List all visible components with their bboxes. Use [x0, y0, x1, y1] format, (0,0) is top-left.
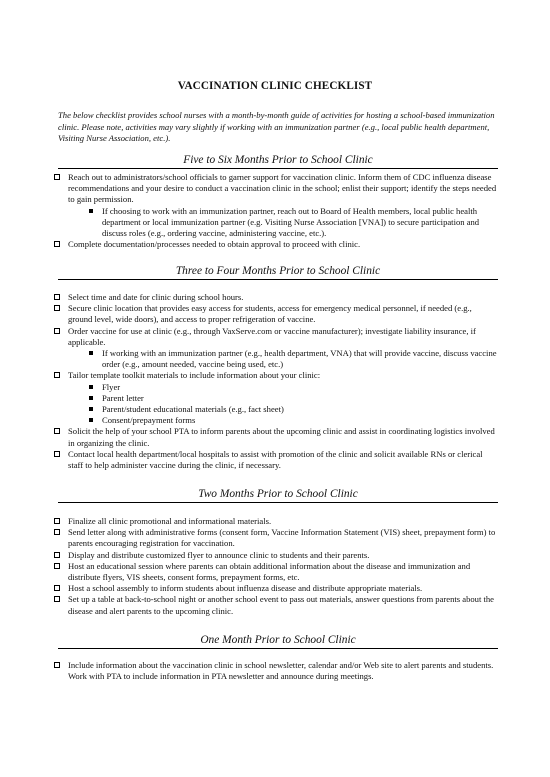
checkbox-icon[interactable] — [54, 529, 60, 535]
checkbox-icon[interactable] — [54, 372, 60, 378]
checklist-item — [52, 527, 498, 549]
checklist-item-text: Solicit the help of your school PTA to inform parents about the upcoming clinic and assist in coordinating logistics involved in organizing the clinic. — [68, 426, 495, 448]
checklist-item — [52, 292, 498, 303]
checkbox-icon[interactable] — [54, 294, 60, 300]
checkbox-icon[interactable] — [54, 428, 60, 434]
square-bullet-icon — [89, 385, 93, 389]
checklist — [52, 292, 498, 471]
sub-list — [68, 382, 498, 427]
checklist-item-text: Order vaccine for use at clinic (e.g., through VaxServe.com or vaccine manufacturer); investigate liability insurance, if applicable. — [68, 325, 476, 347]
checklist-item — [52, 516, 498, 527]
sub-list-item-text: Parent/student educational materials (e.g., fact sheet) — [102, 404, 284, 415]
sub-list — [68, 348, 498, 370]
checkbox-icon[interactable] — [54, 305, 60, 311]
checklist-item — [52, 172, 498, 239]
checkbox-icon[interactable] — [54, 596, 60, 602]
checkbox-icon[interactable] — [54, 662, 60, 668]
section-heading: One Month Prior to School Clinic — [58, 634, 498, 649]
checklist-item-text: Host a school assembly to inform students about influenza disease and distribute appropriate materials. — [68, 583, 423, 594]
checklist-item-text: Finalize all clinic promotional and informational materials. — [68, 516, 272, 526]
checklist-item-text: Complete documentation/processes needed to obtain approval to proceed with clinic. — [68, 239, 361, 250]
checkbox-icon[interactable] — [54, 328, 60, 334]
section-heading: Three to Four Months Prior to School Clinic — [58, 265, 498, 280]
checklist-item — [52, 303, 498, 325]
square-bullet-icon — [89, 396, 93, 400]
checklist-item-text: Tailor template toolkit materials to include information about your clinic: — [68, 370, 321, 381]
checklist-item — [52, 561, 498, 583]
checkbox-icon[interactable] — [54, 451, 60, 457]
checklist-item — [52, 594, 498, 616]
sub-list-item-text: Flyer — [102, 381, 121, 392]
checklist-item-text: Send letter along with administrative forms (consent form, Vaccine Information Statement (VIS) sheet, prepayment form) to parents encouraging registration for vaccination. — [68, 527, 496, 549]
checklist — [52, 172, 498, 250]
checklist-item — [52, 326, 498, 371]
checkbox-icon[interactable] — [54, 563, 60, 569]
checklist — [52, 516, 498, 617]
checklist-item-text: Set up a table at back-to-school night or another school event to pass out materials, answer questions from parents about the disease and alert parents to the upcoming clinic. — [68, 594, 494, 616]
square-bullet-icon — [89, 407, 93, 411]
sub-list — [68, 206, 498, 240]
sub-list-item — [68, 415, 498, 426]
checkbox-icon[interactable] — [54, 241, 60, 247]
sub-list-item-text: If choosing to work with an immunization partner, reach out to Board of Health members, local public health department or local immunization partner (e.g. Visiting Nurse Association [VNA]) to secure participation and discuss roles (e.g., ordering vaccine, administering vaccine, etc.). — [102, 205, 480, 239]
checkbox-icon[interactable] — [54, 585, 60, 591]
checklist-item-text: Secure clinic location that provides easy access for students, access for emergency medical personnel, if needed (e.g., ground level, wide doors), and access to proper refrigeration of vaccine. — [68, 303, 472, 325]
checklist-item-text: Contact local health department/local hospitals to assist with promotion of the clinic and solicit available RNs or clerical staff to help administer vaccine during the clinic, if necessary. — [68, 448, 483, 471]
checklist-item-text: Display and distribute customized flyer to announce clinic to students and their parents. — [68, 549, 370, 560]
sub-list-item — [68, 382, 498, 393]
sub-list-item — [68, 206, 498, 240]
checklist-item-text: Select time and date for clinic during school hours. — [68, 292, 244, 302]
checkbox-icon[interactable] — [54, 552, 60, 558]
checklist-item — [52, 550, 498, 561]
page-title: VACCINATION CLINIC CHECKLIST — [177, 80, 373, 92]
checklist-item — [52, 426, 498, 448]
square-bullet-icon — [89, 209, 93, 213]
checklist — [52, 660, 498, 682]
intro-paragraph: The below checklist provides school nurses with a month-by-month guide of activities for hosting a school-based immunization clinic. Please note, activities may vary slightly if working with an immunization partner (e.g., local public health department, Visiting Nurse Association, etc.). — [58, 110, 495, 144]
sub-list-item-text: Parent letter — [102, 392, 144, 403]
sub-list-item — [68, 393, 498, 404]
sub-list-item — [68, 348, 498, 370]
checkbox-icon[interactable] — [54, 518, 60, 524]
checkbox-icon[interactable] — [54, 174, 60, 180]
checklist-item-text: Include information about the vaccination clinic in school newsletter, calendar and/or Web site to alert parents and students. Work with PTA to include information in PTA newsletter and announce during meetings. — [68, 660, 494, 682]
section-heading: Five to Six Months Prior to School Clinic — [58, 154, 498, 169]
checklist-item — [52, 449, 498, 471]
checklist-item-text: Host an educational session where parents can obtain additional information about the disease and immunization and distribute flyers, VIS sheets, consent forms, prepayment forms, etc. — [68, 560, 471, 583]
square-bullet-icon — [89, 418, 93, 422]
sub-list-item-text: Consent/prepayment forms — [102, 415, 196, 426]
checklist-item — [52, 583, 498, 594]
checklist-item — [52, 239, 498, 250]
sub-list-item-text: If working with an immunization partner (e.g., health department, VNA) that will provide vaccine, discuss vaccine order (e.g., amount needed, vaccine being used, etc.) — [102, 348, 497, 370]
checklist-item-text: Reach out to administrators/school officials to garner support for vaccination clinic. Inform them of CDC influenza disease recommendations and your desire to conduct a vaccination clinic in the school; enlist their support; identify the steps needed to gain permission. — [68, 172, 497, 205]
square-bullet-icon — [89, 351, 93, 355]
section-heading: Two Months Prior to School Clinic — [58, 488, 498, 503]
checklist-item — [52, 660, 498, 682]
sub-list-item — [68, 404, 498, 415]
checklist-item — [52, 370, 498, 426]
